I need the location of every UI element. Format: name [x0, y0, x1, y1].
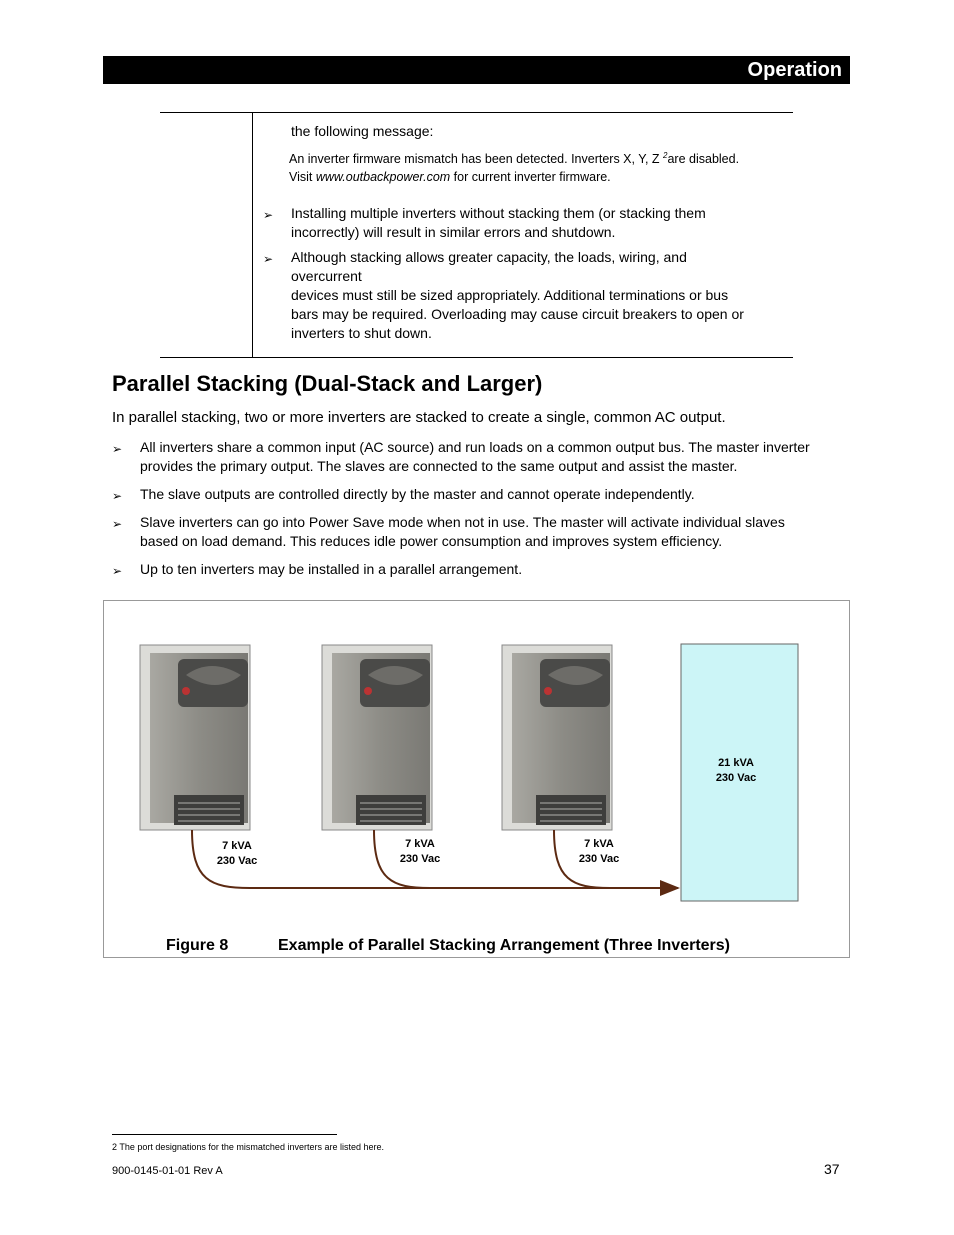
inverter-2-vac: 230 Vac [399, 853, 441, 865]
section-bullet-1-line2: provides the primary output. The slaves are connected to the same output and assist the master. [140, 458, 738, 474]
document-id: 900-0145-01-01 Rev A [112, 1165, 223, 1177]
bullet-arrow-icon: ➢ [263, 252, 274, 266]
note-bullet-2-line3: devices must still be sized appropriately. Additional terminations or bus [291, 287, 729, 303]
section-bullet-2: The slave outputs are controlled directly by the master and cannot operate independently. [140, 486, 695, 502]
section-bullet-4: Up to ten inverters may be installed in a parallel arrangement. [140, 561, 523, 577]
inverter-2-kva: 7 kVA [405, 838, 435, 850]
note-bullet-2-line2: overcurrent [291, 268, 362, 284]
note-intro: the following message: [291, 123, 434, 139]
inverter-3 [502, 645, 612, 830]
inverter-1-kva: 7 kVA [222, 840, 252, 852]
message-visit: Visit [289, 170, 316, 185]
message-url: www.outbackpower.com [315, 170, 451, 185]
inverter-3-kva: 7 kVA [584, 838, 614, 850]
section-intro: In parallel stacking, two or more inverters are stacked to create a single, common AC output. [112, 409, 726, 426]
bullet-arrow-icon: ➢ [112, 564, 123, 578]
footnote-text: The port designations for the mismatched inverters are listed here. [119, 1142, 384, 1152]
page-number: 37 [824, 1161, 840, 1177]
figure-caption-text: Example of Parallel Stacking Arrangement (Three Inverters) [278, 937, 731, 954]
inverter-1-vac: 230 Vac [216, 855, 258, 867]
page-heading: Parallel Stacking (Dual-Stack and Larger) [112, 371, 543, 396]
note-bullet-2-line1: Although stacking allows greater capacity, the loads, wiring, and [291, 249, 687, 265]
section-title: Operation [747, 59, 842, 81]
message-text: An inverter firmware mismatch has been detected. Inverters X, Y, Z [289, 152, 664, 167]
inverter-3-vac: 230 Vac [578, 853, 620, 865]
section-bullet-1-line1: All inverters share a common input (AC source) and run loads on a common output bus. The master inverter [140, 439, 810, 455]
bullet-arrow-icon: ➢ [112, 489, 123, 503]
bullet-arrow-icon: ➢ [112, 517, 123, 531]
message-visit-end: for current inverter firmware. [450, 170, 611, 185]
note-bullet-2-line4: bars may be required. Overloading may cause circuit breakers to open or [291, 306, 744, 322]
message-text-end: are disabled. [667, 152, 740, 167]
figure-caption-label: Figure 8 [166, 937, 229, 954]
inverter-2-label [390, 837, 450, 867]
footnote-number: 2 [112, 1142, 118, 1152]
inverter-1-label [207, 839, 267, 869]
bullet-arrow-icon: ➢ [263, 208, 274, 222]
note-bullet-1-line2: incorrectly) will result in similar errors and shutdown. [291, 224, 616, 240]
note-bullet-2-line5: inverters to shut down. [291, 325, 432, 341]
inverter-3-label [569, 837, 629, 867]
inverter-2 [322, 645, 432, 830]
output-label [706, 756, 766, 786]
footnote-rule [112, 1134, 337, 1135]
section-bullet-3-line1: Slave inverters can go into Power Save mode when not in use. The master will activate individual slaves [140, 514, 785, 530]
section-bullet-3-line2: based on load demand. This reduces idle power consumption and improves system efficiency. [140, 533, 723, 549]
footnote [112, 1141, 384, 1153]
output-kva: 21 kVA [718, 757, 754, 769]
note-bullet-1-line1: Installing multiple inverters without stacking them (or stacking them [291, 205, 706, 221]
bullet-arrow-icon: ➢ [112, 442, 123, 456]
output-vac: 230 Vac [715, 772, 757, 784]
inverter-1 [140, 645, 250, 830]
footnote-ref: 2 [663, 151, 668, 160]
